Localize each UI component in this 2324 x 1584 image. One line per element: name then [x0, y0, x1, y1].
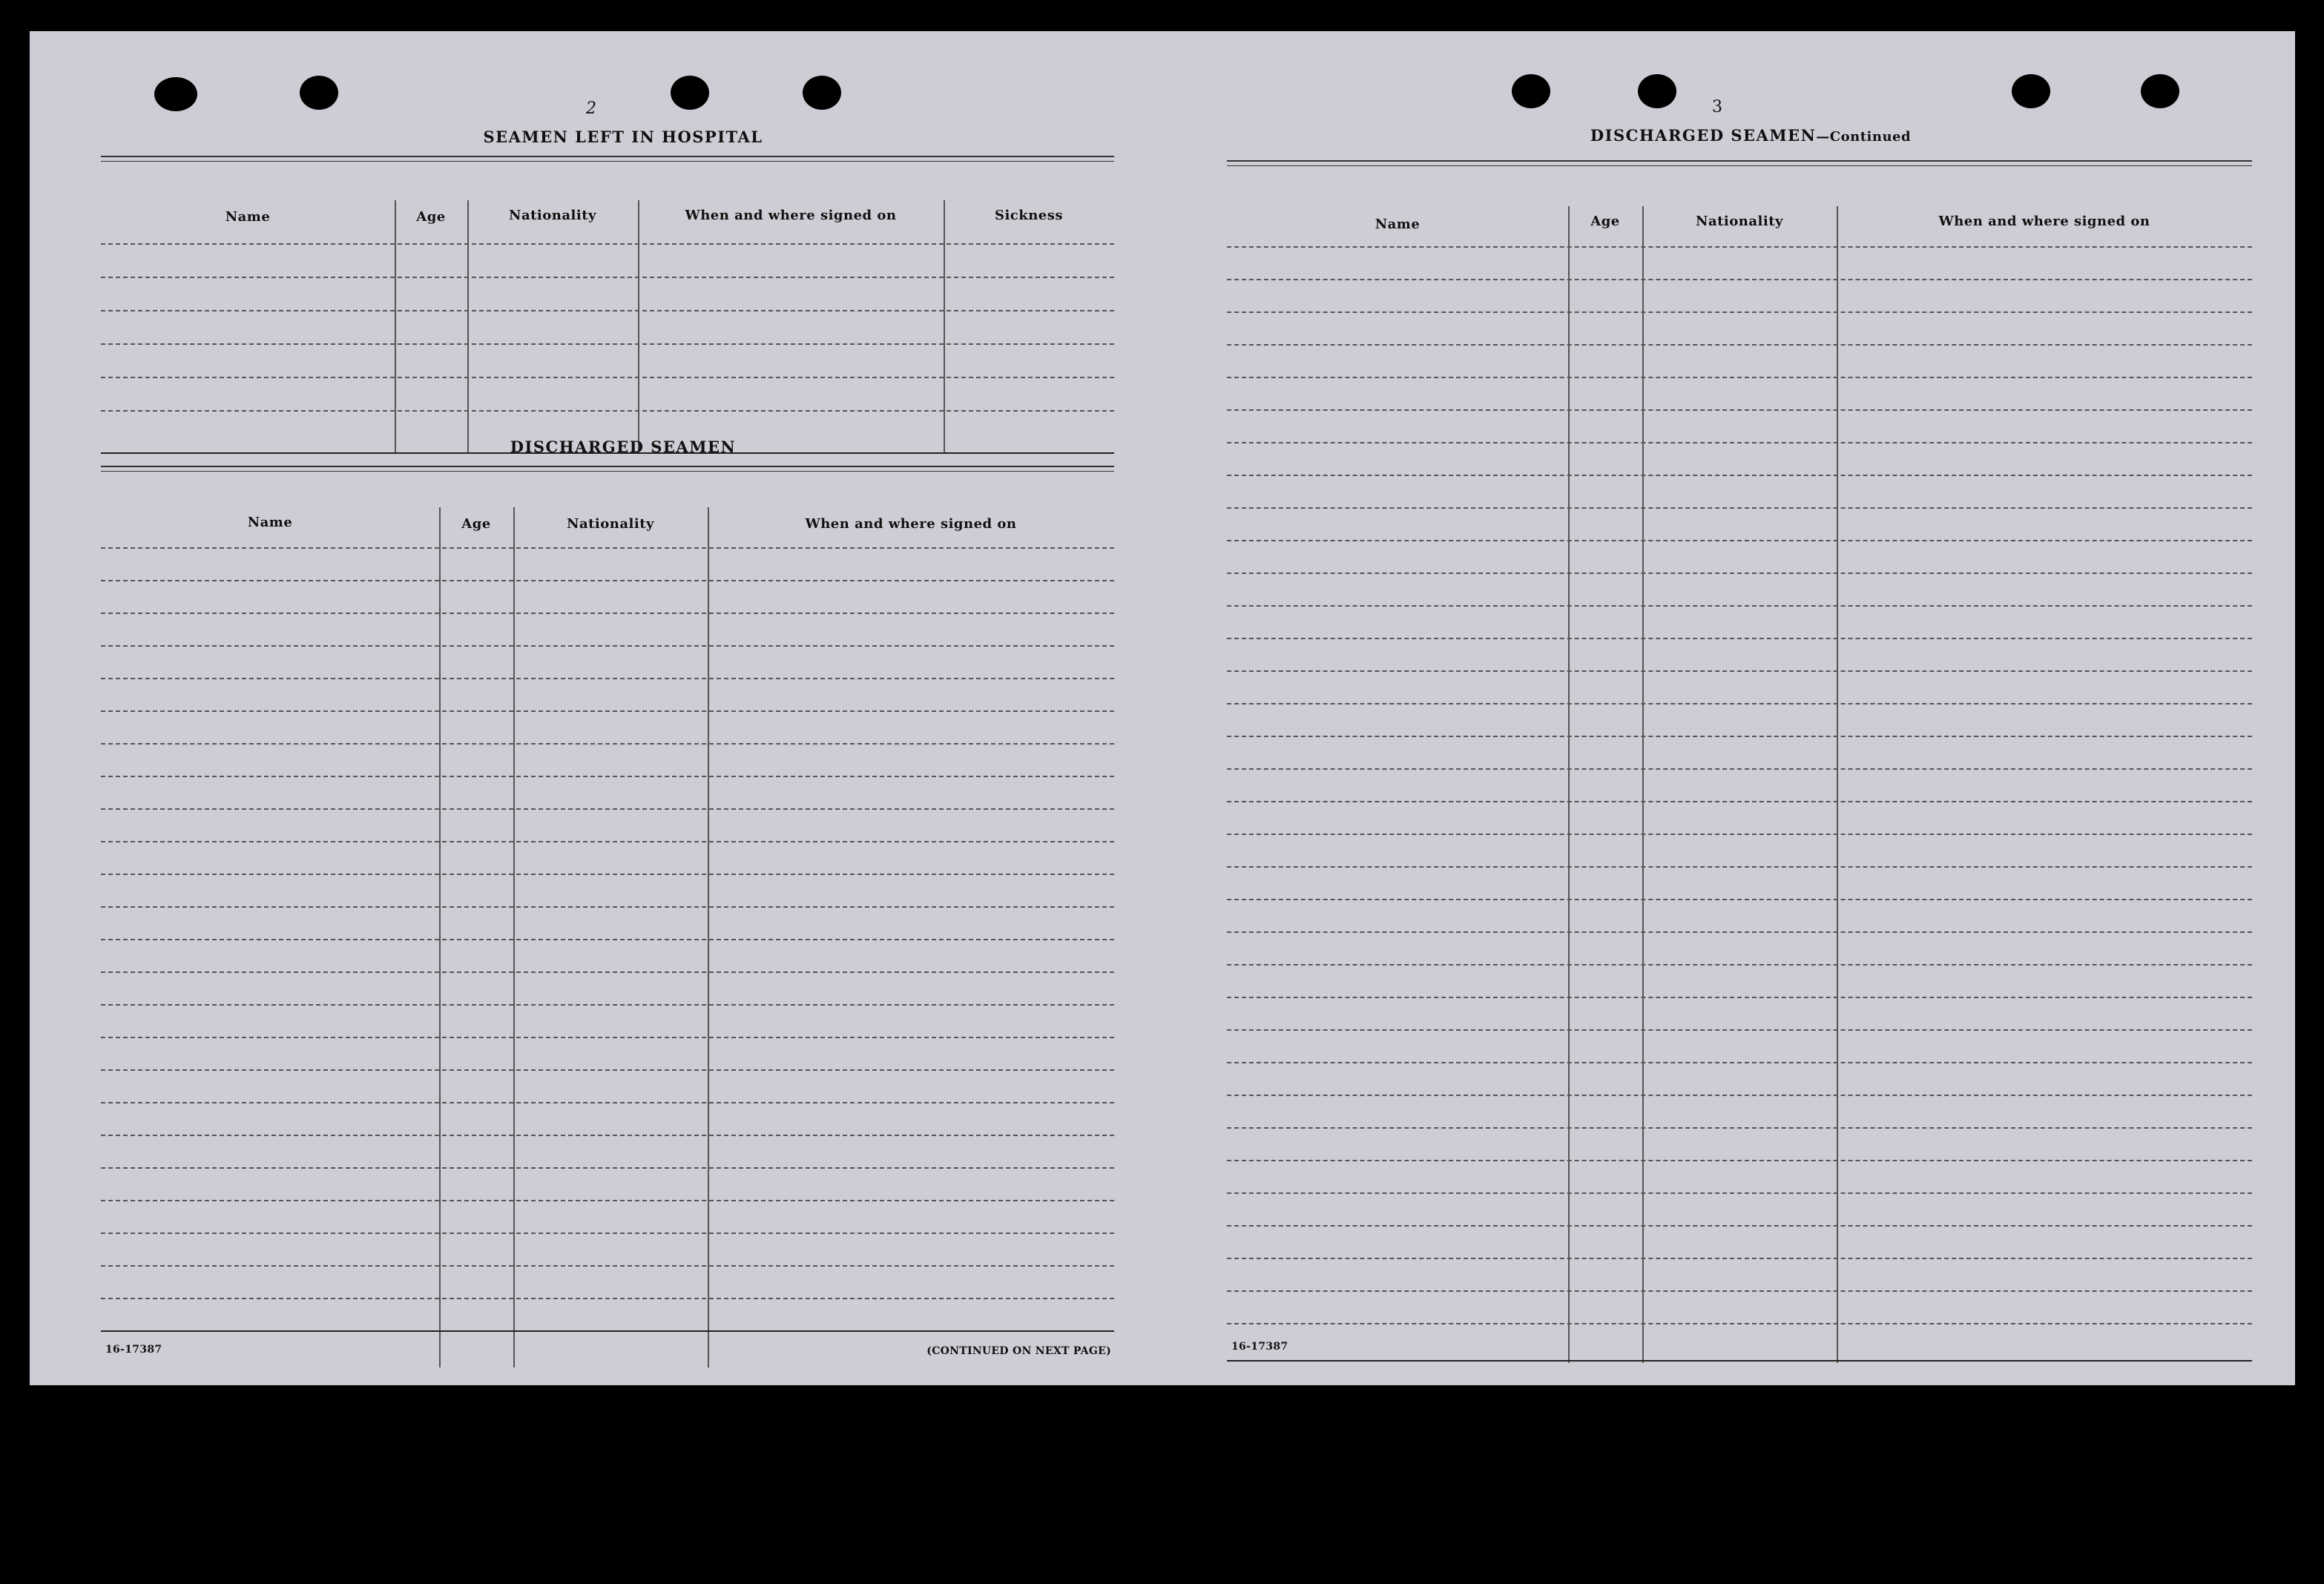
entry-line	[1227, 1225, 2252, 1227]
title-continued: —Continued	[1816, 129, 1912, 145]
entry-line	[1227, 1062, 2252, 1063]
column-divider	[439, 507, 441, 1367]
entry-line	[101, 776, 1114, 777]
entry-line	[101, 939, 1114, 940]
entry-line	[1227, 1323, 2252, 1324]
punch-hole	[154, 77, 197, 111]
entry-line	[101, 277, 1114, 278]
entry-line	[1227, 768, 2252, 770]
entry-line	[1227, 605, 2252, 607]
column-divider	[638, 200, 639, 452]
entry-line	[101, 343, 1114, 345]
entry-line	[1227, 1290, 2252, 1292]
form-number-right: 16-17387	[1231, 1341, 1288, 1353]
entry-line	[101, 743, 1114, 745]
entry-line	[1227, 736, 2252, 737]
discharged-continued-title	[1424, 126, 2077, 145]
column-header-name: Name	[1375, 217, 1421, 232]
column-header-name: Name	[225, 209, 271, 225]
entry-line	[101, 1232, 1114, 1234]
column-header-nationality: Nationality	[567, 516, 654, 532]
column-header-nationality: Nationality	[1696, 214, 1783, 229]
punch-hole	[2012, 74, 2050, 108]
punch-hole	[1638, 74, 1676, 108]
entry-line	[101, 710, 1114, 712]
punch-hole	[1512, 74, 1550, 108]
entry-line	[101, 1069, 1114, 1071]
entry-line	[101, 645, 1114, 647]
column-header-sickness: Sickness	[994, 208, 1064, 223]
entry-line	[1227, 997, 2252, 998]
column-divider	[513, 507, 515, 1367]
column-header-age: Age	[461, 516, 491, 532]
entry-line	[101, 1004, 1114, 1006]
entry-line	[101, 580, 1114, 581]
punch-hole	[2141, 74, 2179, 108]
column-header-nationality: Nationality	[509, 208, 596, 223]
entry-line	[101, 678, 1114, 679]
discharged-section-title: DISCHARGED SEAMEN	[510, 438, 737, 456]
entry-line	[101, 1265, 1114, 1267]
entry-line	[101, 613, 1114, 614]
entry-line	[101, 971, 1114, 973]
entry-line	[101, 1102, 1114, 1103]
entry-line	[1227, 475, 2252, 476]
entry-line	[1227, 572, 2252, 574]
entry-line	[1227, 409, 2252, 411]
entry-line	[101, 1037, 1114, 1038]
entry-line	[1227, 964, 2252, 966]
entry-line	[101, 906, 1114, 908]
table-bottom-rule	[101, 1330, 1114, 1332]
column-divider	[395, 200, 396, 452]
column-header-signed-on: When and where signed on	[685, 208, 897, 223]
entry-line	[1227, 670, 2252, 672]
entry-line	[101, 1298, 1114, 1299]
column-header-age: Age	[1590, 214, 1620, 229]
hospital-table	[101, 165, 1114, 455]
entry-line	[1227, 1192, 2252, 1194]
entry-line	[101, 310, 1114, 311]
entry-line	[101, 243, 1114, 245]
entry-line	[101, 1167, 1114, 1169]
form-number-left: 16-17387	[105, 1344, 162, 1356]
entry-line	[1227, 442, 2252, 443]
entry-line	[1227, 1095, 2252, 1096]
table-bottom-rule	[1227, 1360, 2252, 1362]
entry-line	[1227, 834, 2252, 835]
entry-line	[101, 410, 1114, 412]
entry-line	[1227, 638, 2252, 639]
entry-line	[101, 1200, 1114, 1201]
hospital-section-title: SEAMEN LEFT IN HOSPITAL	[483, 128, 763, 146]
column-divider	[1837, 206, 1838, 1363]
title-rule	[101, 466, 1114, 472]
column-header-signed-on: When and where signed on	[1938, 214, 2150, 229]
entry-line	[1227, 1160, 2252, 1161]
discharged-table-right	[1227, 169, 2252, 1341]
entry-line	[101, 1135, 1114, 1136]
entry-line	[1227, 344, 2252, 346]
column-divider	[467, 200, 469, 452]
title-main: DISCHARGED SEAMEN	[1590, 126, 1817, 145]
entry-line	[1227, 703, 2252, 704]
punch-hole	[803, 76, 841, 110]
title-rule	[101, 156, 1114, 162]
column-header-signed-on: When and where signed on	[805, 516, 1017, 532]
entry-line	[1227, 931, 2252, 933]
entry-line	[1227, 866, 2252, 868]
entry-line	[101, 547, 1114, 549]
entry-line	[1227, 246, 2252, 248]
entry-line	[1227, 507, 2252, 509]
column-header-name: Name	[247, 515, 293, 530]
punch-hole	[300, 76, 338, 110]
entry-line	[101, 377, 1114, 378]
entry-line	[1227, 1029, 2252, 1031]
entry-line	[1227, 1127, 2252, 1129]
entry-line	[101, 874, 1114, 875]
entry-line	[1227, 311, 2252, 313]
column-divider	[708, 507, 709, 1367]
title-rule	[1227, 160, 2252, 166]
discharged-table-left	[101, 475, 1114, 1336]
column-divider	[1568, 206, 1570, 1363]
entry-line	[1227, 899, 2252, 900]
column-divider	[944, 200, 945, 452]
continued-note: (CONTINUED ON NEXT PAGE)	[926, 1345, 1111, 1357]
entry-line	[101, 841, 1114, 842]
entry-line	[1227, 540, 2252, 541]
entry-line	[101, 808, 1114, 810]
page-number-right: 3	[1712, 98, 1722, 116]
column-header-age: Age	[416, 209, 446, 225]
entry-line	[1227, 1258, 2252, 1259]
page-number-left: 2	[586, 99, 596, 118]
entry-line	[1227, 801, 2252, 802]
punch-hole	[671, 76, 709, 110]
entry-line	[1227, 377, 2252, 378]
document-sheet	[30, 31, 2295, 1385]
entry-line	[1227, 279, 2252, 280]
column-divider	[1642, 206, 1644, 1363]
